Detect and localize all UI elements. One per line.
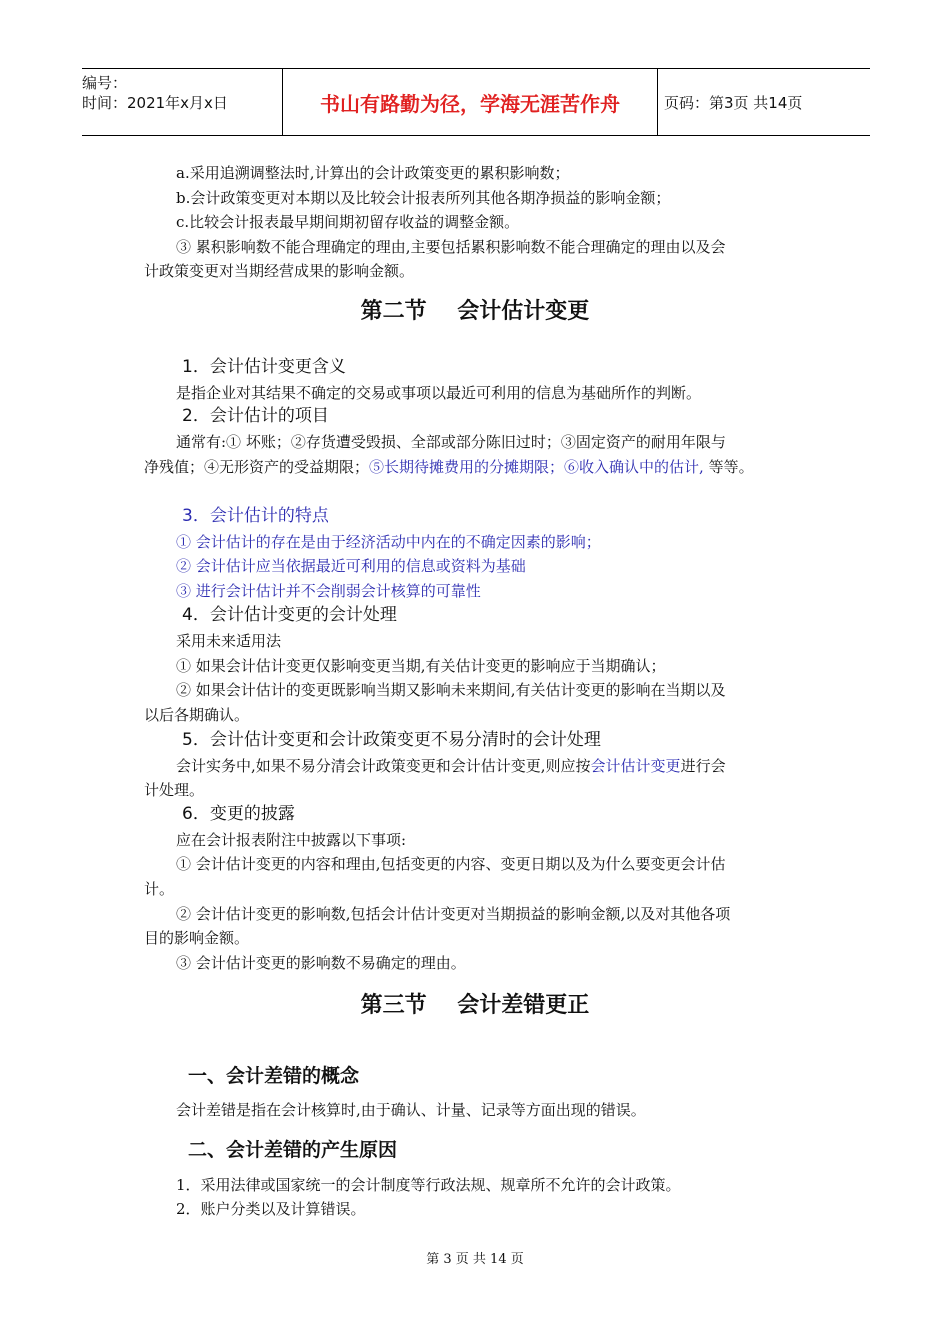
- subheading: 3．会计估计的特点: [182, 506, 329, 526]
- text-line: 是指企业对其结果不确定的交易或事项以最近可利用的信息为基础所作的判断。: [176, 384, 702, 402]
- text-span: 等等。: [703, 458, 754, 476]
- text-line: 目的影响金额。: [144, 929, 250, 947]
- header-page-info: 页码：第3页 共14页: [664, 93, 803, 112]
- header-meta: [82, 69, 282, 135]
- text-line: 计政策变更对当期经营成果的影响金额。: [144, 262, 415, 280]
- subheading: 2．会计估计的项目: [182, 406, 329, 426]
- text-line: ② 会计估计应当依据最近可利用的信息或资料为基础: [176, 557, 526, 575]
- number-label: 编号：: [82, 74, 128, 92]
- page-footer: 第 3 页 共 14 页: [426, 1252, 524, 1267]
- date-label: 时间：2021年x月x日: [82, 94, 228, 112]
- text-line: a.采用追溯调整法时,计算出的会计政策变更的累积影响数；: [176, 164, 570, 182]
- text-line: c.比较会计报表最早期间期初留存收益的调整金额。: [176, 213, 520, 231]
- text-line: ① 会计估计的存在是由于经济活动中内在的不确定因素的影响；: [176, 533, 601, 551]
- text-line: ① 会计估计变更的内容和理由,包括变更的内容、变更日期以及为什么要变更会计估: [176, 855, 726, 873]
- text-line: [176, 756, 726, 776]
- text-line: 计。: [144, 880, 175, 898]
- header-motto: 书山有路勤为径，学海无涯苦作舟: [320, 91, 620, 116]
- header-divider: [657, 69, 658, 135]
- section-title: 第三节 会计差错更正: [360, 992, 590, 1018]
- text-span: 会计实务中,如果不易分清会计政策变更和会计估计变更,则应按: [176, 757, 591, 775]
- highlight-text: ⑤长期待摊费用的分摊期限；⑥收入确认中的估计,: [369, 458, 704, 476]
- text-line: 1．采用法律或国家统一的会计制度等行政法规、规章所不允许的会计政策。: [176, 1176, 681, 1194]
- text-span: 净残值；④无形资产的受益期限；: [144, 458, 370, 476]
- text-line: 采用未来适用法: [176, 632, 282, 650]
- text-line: 通常有:① 坏账；②存货遭受毁损、全部或部分陈旧过时；③固定资产的耐用年限与: [176, 433, 726, 451]
- subheading: 1．会计估计变更含义: [182, 357, 346, 377]
- text-line: ③ 累积影响数不能合理确定的理由,主要包括累积影响数不能合理确定的理由以及会: [176, 238, 726, 256]
- text-line: [144, 457, 754, 477]
- section-title: 第二节 会计估计变更: [360, 298, 590, 324]
- subheading: 一、会计差错的概念: [188, 1065, 360, 1087]
- text-line: b.会计政策变更对本期以及比较会计报表所列其他各期净损益的影响金额；: [176, 189, 671, 207]
- text-line: 会计差错是指在会计核算时,由于确认、计量、记录等方面出现的错误。: [176, 1101, 646, 1119]
- subheading: 4．会计估计变更的会计处理: [182, 605, 397, 625]
- text-line: ① 如果会计估计变更仅影响变更当期,有关估计变更的影响应于当期确认；: [176, 657, 666, 675]
- subheading: 6．变更的披露: [182, 804, 295, 824]
- subheading: 二、会计差错的产生原因: [188, 1139, 398, 1161]
- text-line: ② 会计估计变更的影响数,包括会计估计变更对当期损益的影响金额,以及对其他各项: [176, 905, 731, 923]
- text-line: ③ 会计估计变更的影响数不易确定的理由。: [176, 954, 466, 972]
- highlight-text: 会计估计变更: [590, 757, 681, 775]
- text-span: 进行会: [680, 757, 726, 775]
- text-line: 2．账户分类以及计算错误。: [176, 1200, 366, 1218]
- text-line: ② 如果会计估计的变更既影响当期又影响未来期间,有关估计变更的影响在当期以及: [176, 681, 726, 699]
- text-line: ③ 进行会计估计并不会削弱会计核算的可靠性: [176, 582, 481, 600]
- text-line: 以后各期确认。: [144, 706, 250, 724]
- page-header: [82, 68, 870, 136]
- text-line: 计处理。: [144, 781, 205, 799]
- text-line: 应在会计报表附注中披露以下事项:: [176, 831, 407, 849]
- subheading: 5．会计估计变更和会计政策变更不易分清时的会计处理: [182, 730, 601, 750]
